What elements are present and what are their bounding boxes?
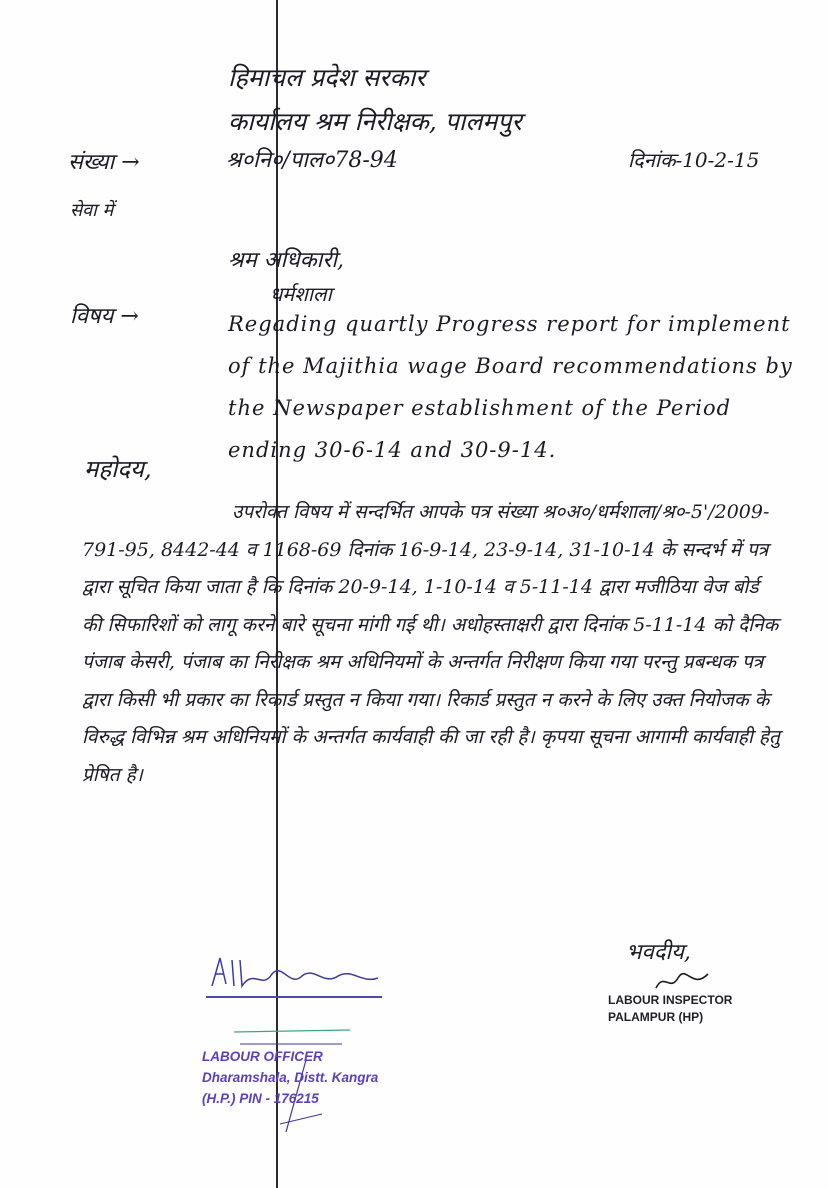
inspector-stamp-line1: LABOUR INSPECTOR	[608, 993, 733, 1007]
officer-signature	[206, 950, 386, 1000]
inspector-stamp-line2: PALAMPUR (HP)	[608, 1010, 704, 1024]
inspector-signature	[652, 968, 712, 994]
letterhead-office: कार्यालय श्रम निरीक्षक, पालमपुर	[228, 107, 522, 136]
letter-date: दिनांक-10-2-15	[628, 148, 760, 172]
officer-stamp-line2: Dharamshala, Distt. Kangra	[202, 1070, 379, 1085]
signature-underline	[206, 996, 382, 998]
closing: भवदीय,	[626, 940, 691, 965]
to-label: सेवा में	[70, 200, 114, 221]
letter-body	[82, 494, 782, 794]
subject-label: विषय →	[70, 304, 139, 329]
subject-text: Regading quartly Progress report for implement of the Majithia wage Board recommendations by the Newspaper establishment of the Period ending 30-6-14 and 30-9-14.	[228, 312, 793, 462]
reference-label: संख्या →	[68, 150, 140, 175]
body-paragraph: उपरोक्त विषय में सन्दर्भित आपके पत्र संख्या श्र०अ०/धर्मशाला/श्र०-5'/2009-791-95, 8442-44 व 1168-69 दिनांक 16-9-14, 23-9-14, 31-10-14 के सन्दर्भ में पत्र द्वारा सूचित किया जाता है कि दिनांक 20-9-14, 1-10-14 व 5-11-14 द्वारा मजीठिया वेज बोर्ड की सिफारिशों को लागू करने बारे सूचना मांगी गई थी। अधोहस्ताक्षरी द्वारा दिनांक 5-11-14 को दैनिक पंजाब केसरी, पंजाब का निरीक्षक श्रम अधिनियमों के अन्तर्गत निरीक्षण किया गया परन्तु प्रबन्धक पत्र द्वारा किसी भी प्रकार का रिकार्ड प्रस्तुत न किया गया। रिकार्ड प्रस्तुत न करने के लिए उक्त नियोजक के विरुद्ध विभिन्न श्रम अधिनियमों के अन्तर्गत कार्यवाही की जा रही है। कृपया सूचना आगामी कार्यवाही हेतु प्रेषित है।	[82, 501, 780, 786]
officer-stamp-line1: LABOUR OFFICER	[202, 1049, 323, 1064]
labour-inspector-stamp	[608, 992, 732, 1026]
letterhead-government: हिमाचल प्रदेश सरकार	[228, 63, 426, 92]
recipient-place: धर्मशाला	[270, 282, 332, 306]
labour-officer-stamp	[202, 1046, 378, 1109]
officer-stamp-line3: (H.P.) PIN - 176215	[202, 1091, 319, 1106]
reference-number: श्र०नि०/पाल०78-94	[226, 148, 398, 173]
recipient-name: श्रम अधिकारी,	[228, 248, 345, 273]
salutation: महोदय,	[84, 455, 152, 483]
